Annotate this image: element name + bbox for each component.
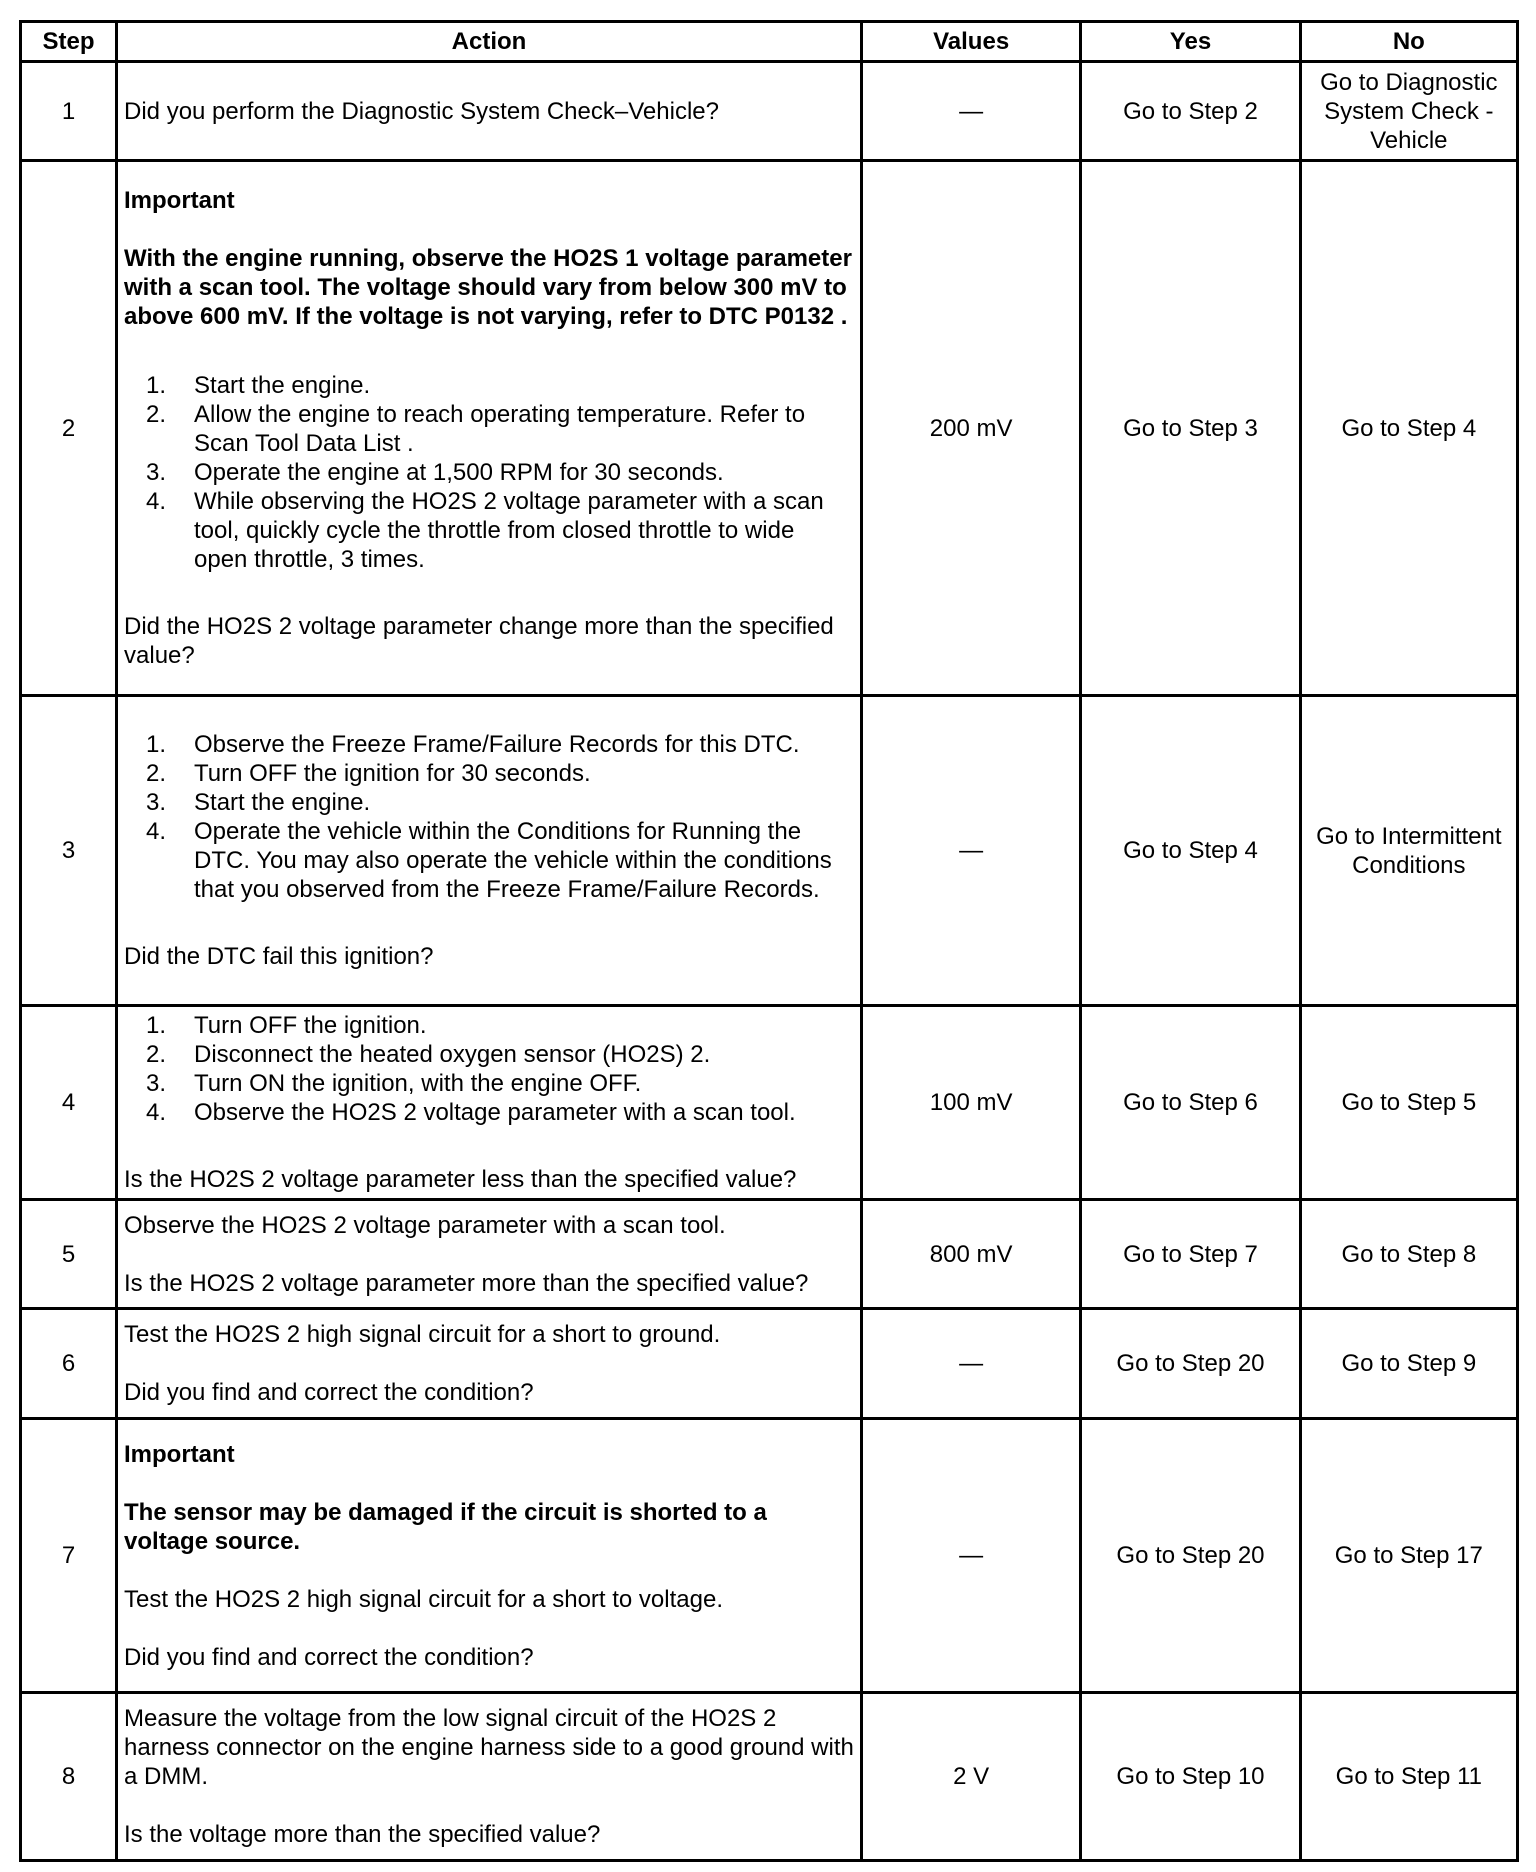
action-cell (117, 1419, 862, 1693)
yes-cell: Go to Step 10 (1081, 1693, 1300, 1861)
table-row (21, 696, 1518, 1006)
no-cell: Go to Intermittent Conditions (1300, 696, 1517, 1006)
step-number: 6 (21, 1309, 117, 1419)
question-text: Is the voltage more than the specified value? (124, 1821, 601, 1848)
table-row (21, 161, 1518, 696)
list-item: 2. Allow the engine to reach operating temperature. Refer to Scan Tool Data List . (146, 401, 806, 457)
list-item: 3. Turn ON the ignition, with the engine OFF. (146, 1070, 642, 1097)
value-cell: — (861, 696, 1080, 1006)
value-cell: — (861, 62, 1080, 161)
step-number: 5 (21, 1200, 117, 1309)
question-text: Did you perform the Diagnostic System Check–Vehicle? (124, 97, 719, 125)
table-row (21, 1309, 1518, 1419)
table-row (21, 1419, 1518, 1693)
substep-list (124, 371, 854, 574)
list-item: 3. Operate the engine at 1,500 RPM for 30 seconds. (146, 459, 724, 486)
important-label: Important (124, 1440, 235, 1468)
question-text: Is the HO2S 2 voltage parameter more than the specified value? (124, 1269, 809, 1297)
step-number: 7 (21, 1419, 117, 1693)
value-cell: 200 mV (861, 161, 1080, 696)
step-number: 2 (21, 161, 117, 696)
action-cell (117, 696, 862, 1006)
value-cell: — (861, 1309, 1080, 1419)
question-text: Did the HO2S 2 voltage parameter change more than the specified value? (124, 613, 834, 669)
header-step: Step (21, 22, 117, 62)
diagnostic-table (19, 20, 1519, 1862)
action-cell (117, 1006, 862, 1200)
no-cell: Go to Step 9 (1300, 1309, 1517, 1419)
header-row (21, 22, 1518, 62)
step-number: 4 (21, 1006, 117, 1200)
header-yes: Yes (1081, 22, 1300, 62)
instruction-text: Observe the HO2S 2 voltage parameter with a scan tool. (124, 1211, 726, 1239)
substep-list (124, 730, 854, 904)
action-cell (117, 1309, 862, 1419)
list-item: 4. Observe the HO2S 2 voltage parameter with a scan tool. (146, 1099, 796, 1126)
yes-cell: Go to Step 6 (1081, 1006, 1300, 1200)
header-values: Values (861, 22, 1080, 62)
question-text: Is the HO2S 2 voltage parameter less than the specified value? (124, 1166, 797, 1193)
table-row (21, 1693, 1518, 1861)
yes-cell: Go to Step 20 (1081, 1309, 1300, 1419)
value-cell: 100 mV (861, 1006, 1080, 1200)
question-text: Did the DTC fail this ignition? (124, 943, 434, 970)
table-row (21, 1200, 1518, 1309)
header-action: Action (117, 22, 862, 62)
yes-cell: Go to Step 7 (1081, 1200, 1300, 1309)
important-text: With the engine running, observe the HO2S 1 voltage parameter with a scan tool. The voltage should vary from below 300 mV to above 600 mV. If the voltage is not varying, refer to DTC P0132 . (124, 245, 852, 330)
list-item: 4. Operate the vehicle within the Conditions for Running the DTC. You may also operate the vehicle within the conditions that you observed from the Freeze Frame/Failure Records. (146, 818, 832, 903)
step-number: 3 (21, 696, 117, 1006)
list-item: 1. Start the engine. (146, 372, 371, 399)
no-cell: Go to Step 4 (1300, 161, 1517, 696)
list-item: 1. Turn OFF the ignition. (146, 1012, 427, 1039)
action-cell (117, 1693, 862, 1861)
value-cell: — (861, 1419, 1080, 1693)
no-cell: Go to Step 5 (1300, 1006, 1517, 1200)
substep-list (124, 1011, 854, 1127)
value-cell: 2 V (861, 1693, 1080, 1861)
no-cell: Go to Step 17 (1300, 1419, 1517, 1693)
no-cell: Go to Step 8 (1300, 1200, 1517, 1309)
action-cell (117, 62, 862, 161)
yes-cell: Go to Step 3 (1081, 161, 1300, 696)
list-item: 3. Start the engine. (146, 789, 371, 816)
step-number: 1 (21, 62, 117, 161)
important-label: Important (124, 187, 235, 214)
yes-cell: Go to Step 20 (1081, 1419, 1300, 1693)
list-item: 2. Disconnect the heated oxygen sensor (HO2S) 2. (146, 1041, 711, 1068)
table-row (21, 1006, 1518, 1200)
question-text: Did you find and correct the condition? (124, 1643, 534, 1671)
step-number: 8 (21, 1693, 117, 1861)
header-no: No (1300, 22, 1517, 62)
yes-cell: Go to Step 4 (1081, 696, 1300, 1006)
question-text: Did you find and correct the condition? (124, 1379, 534, 1406)
instruction-text: Measure the voltage from the low signal circuit of the HO2S 2 harness connector on the engine harness side to a good ground with a DMM. (124, 1705, 854, 1790)
value-cell: 800 mV (861, 1200, 1080, 1309)
instruction-text: Test the HO2S 2 high signal circuit for a short to ground. (124, 1321, 721, 1348)
yes-cell: Go to Step 2 (1081, 62, 1300, 161)
action-cell (117, 1200, 862, 1309)
list-item: 1. Observe the Freeze Frame/Failure Records for this DTC. (146, 731, 800, 758)
list-item: 4. While observing the HO2S 2 voltage parameter with a scan tool, quickly cycle the throttle from closed throttle to wide open throttle, 3 times. (146, 488, 824, 573)
instruction-text: Test the HO2S 2 high signal circuit for a short to voltage. (124, 1585, 723, 1613)
no-cell: Go to Step 11 (1300, 1693, 1517, 1861)
action-cell (117, 161, 862, 696)
important-text: The sensor may be damaged if the circuit is shorted to a voltage source. (124, 1498, 767, 1555)
list-item: 2. Turn OFF the ignition for 30 seconds. (146, 760, 591, 787)
table-row (21, 62, 1518, 161)
no-cell: Go to Diagnostic System Check - Vehicle (1300, 62, 1517, 161)
